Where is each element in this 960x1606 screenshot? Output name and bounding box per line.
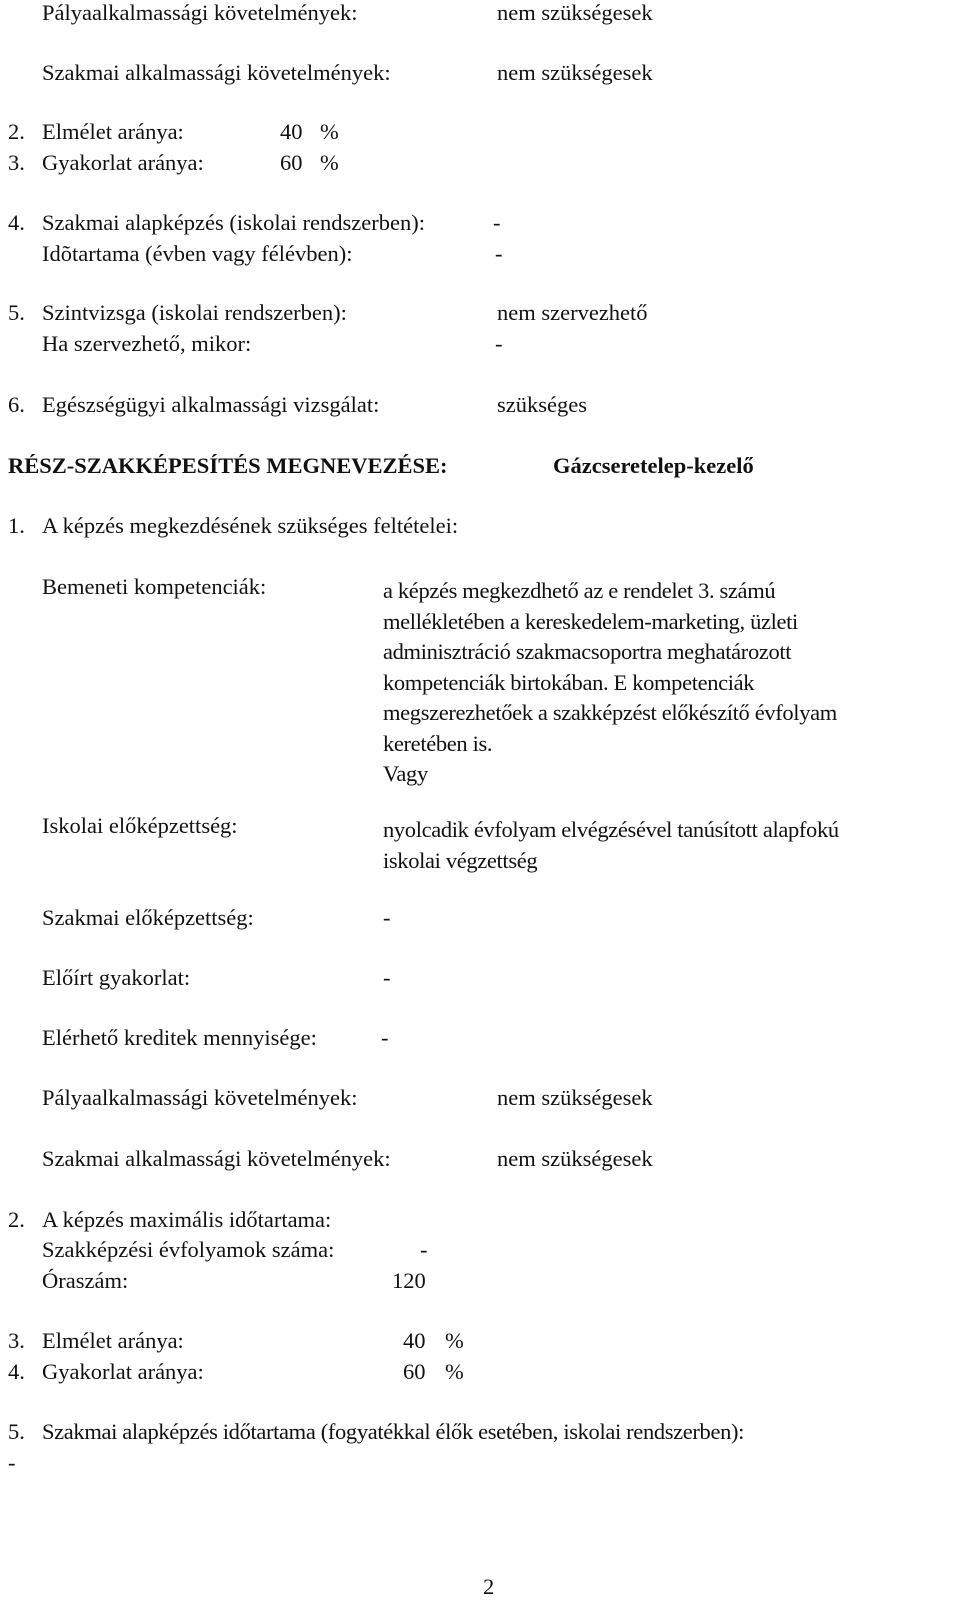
iskolai-label: Iskolai előképzettség: — [42, 813, 238, 838]
gyakorlat-label: Gyakorlat aránya: — [42, 1359, 204, 1384]
item-number: 2. — [8, 1207, 25, 1232]
bemeneti-line: kompetenciák birtokában. E kompetenciák — [383, 669, 755, 695]
mikor-value: - — [495, 331, 503, 356]
gyakorlat-value: 60 — [403, 1359, 426, 1384]
bemeneti-line: a képzés megkezdhető az e rendelet 3. számú — [383, 578, 776, 603]
gyakorlat-unit: % — [445, 1359, 464, 1384]
item-number: 6. — [8, 392, 25, 417]
elmelet-label: Elmélet aránya: — [42, 119, 184, 144]
szakmai-alkalmassag-label: Szakmai alkalmassági követelmények: — [42, 60, 391, 85]
gyakorlat-value: 60 — [280, 150, 303, 175]
szintvizsga-value: nem szervezhető — [497, 300, 648, 325]
item-number: 2. — [8, 119, 25, 144]
alapkepzes-value: - — [493, 210, 501, 235]
bemeneti-line: keretében is. — [383, 730, 493, 756]
item-number: 5. — [8, 300, 25, 325]
szakmai-alkalmassag-label: Szakmai alkalmassági követelmények: — [42, 1146, 391, 1171]
szakmai-alkalmassag-value: nem szükségesek — [497, 60, 653, 85]
palya-label: Pályaalkalmassági követelmények: — [42, 0, 358, 25]
palya-value: nem szükségesek — [497, 0, 653, 25]
elmelet-label: Elmélet aránya: — [42, 1328, 184, 1353]
szakmai-elokepzettseg-value: - — [383, 905, 391, 930]
bemeneti-line: Vagy — [383, 761, 428, 786]
item-number: 4. — [8, 1359, 25, 1384]
item-number: 4. — [8, 210, 25, 235]
egeszseg-value: szükséges — [497, 392, 587, 417]
gyakorlat-label: Gyakorlat aránya: — [42, 150, 204, 175]
resz-szakkepesites-name: Gázcseretelep-kezelő — [553, 453, 754, 478]
item-number: 3. — [8, 1328, 25, 1353]
page-number: 2 — [483, 1574, 495, 1599]
bemeneti-line: megszerezhetőek a szakképzést előkészítő évfolyam — [383, 700, 837, 725]
idotartam-value: - — [495, 241, 503, 266]
bemeneti-line: adminisztráció szakmacsoportra meghatározott — [383, 639, 792, 664]
bemeneti-text — [383, 576, 837, 790]
szakmai-elokepzettseg-label: Szakmai előképzettség: — [42, 905, 254, 930]
elmelet-unit: % — [320, 119, 339, 144]
mikor-label: Ha szervezhető, mikor: — [42, 331, 252, 356]
palya-value: nem szükségesek — [497, 1085, 653, 1110]
item-number: 3. — [8, 150, 25, 175]
evfolyamok-value: - — [420, 1237, 428, 1262]
item-number: 5. — [8, 1419, 25, 1444]
szintvizsga-label: Szintvizsga (iskolai rendszerben): — [42, 300, 347, 325]
item-number: 1. — [8, 513, 25, 538]
alapkepzes-fogyatekkal-label: Szakmai alapképzés időtartama (fogyatékkal élők esetében, iskolai rendszerben): — [42, 1419, 745, 1444]
resz-szakkepesites-heading: RÉSZ-SZAKKÉPESÍTÉS MEGNEVEZÉSE: — [8, 453, 448, 478]
eloirt-gyakorlat-value: - — [383, 965, 391, 990]
idotartam-label: Idõtartama (évben vagy félévben): — [42, 241, 353, 266]
palya-label: Pályaalkalmassági követelmények: — [42, 1085, 358, 1110]
max-idotartam-label: A képzés maximális időtartama: — [42, 1207, 332, 1232]
kreditek-value: - — [381, 1025, 389, 1050]
elmelet-value: 40 — [403, 1328, 426, 1353]
evfolyamok-label: Szakképzési évfolyamok száma: — [42, 1237, 335, 1262]
iskolai-line: nyolcadik évfolyam elvégzésével tanúsított alapfokú — [383, 817, 839, 842]
gyakorlat-unit: % — [320, 150, 339, 175]
iskolai-text — [383, 815, 839, 876]
egeszseg-label: Egészségügyi alkalmassági vizsgálat: — [42, 392, 380, 417]
alapkepzes-fogyatekkal-value: - — [8, 1450, 16, 1475]
feltetelek-label: A képzés megkezdésének szükséges feltételei: — [42, 513, 459, 538]
bemeneti-line: mellékletében a kereskedelem-marketing, üzleti — [383, 608, 798, 634]
kreditek-label: Elérhető kreditek mennyisége: — [42, 1025, 317, 1050]
oraszam-value: 120 — [392, 1268, 426, 1293]
iskolai-line: iskolai végzettség — [383, 847, 538, 873]
elmelet-unit: % — [445, 1328, 464, 1353]
alapkepzes-label: Szakmai alapképzés (iskolai rendszerben): — [42, 210, 425, 235]
elmelet-value: 40 — [280, 119, 303, 144]
bemeneti-label: Bemeneti kompetenciák: — [42, 574, 267, 599]
szakmai-alkalmassag-value: nem szükségesek — [497, 1146, 653, 1171]
eloirt-gyakorlat-label: Előírt gyakorlat: — [42, 965, 191, 990]
oraszam-label: Óraszám: — [42, 1268, 129, 1293]
